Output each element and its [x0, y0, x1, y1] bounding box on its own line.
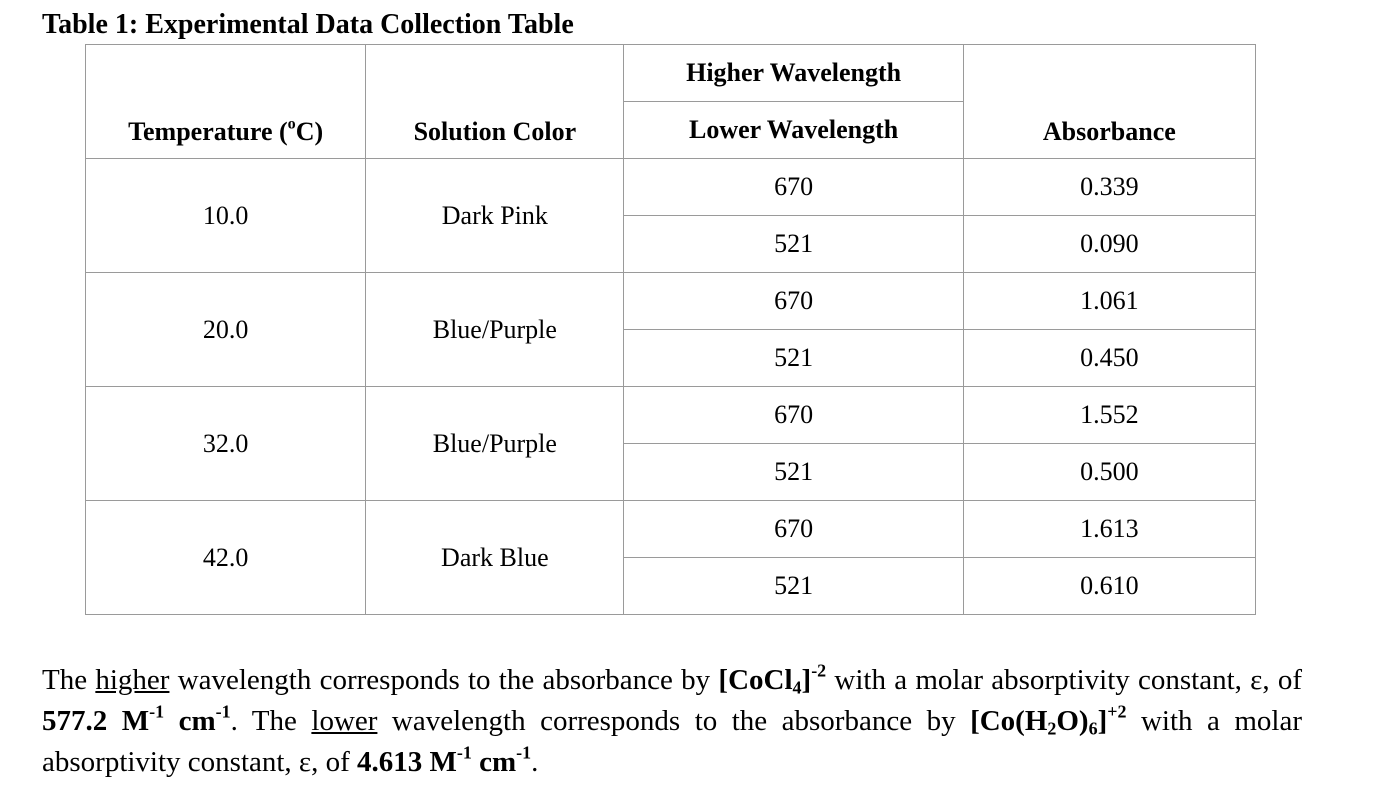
- cell-absorbance-low: 0.090: [963, 216, 1255, 273]
- epsilon-value-1: 577.2 $M^{-1}$ $cm^{-1}$: [42, 701, 231, 737]
- header-higher-wavelength: Higher Wavelength: [624, 45, 963, 102]
- table-title: Table 1: Experimental Data Collection Table: [42, 9, 574, 40]
- cell-solution-color: Blue/Purple: [366, 387, 624, 501]
- higher-word: higher: [95, 664, 170, 696]
- cell-solution-color: Dark Pink: [366, 159, 624, 273]
- lower-word: lower: [311, 705, 378, 737]
- header-solution-color: Solution Color: [366, 45, 624, 159]
- explanation-paragraph: The higher wavelength corresponds to the absorbance by [CoCl$_4$]$^{-2}$ with a molar absorptivity constant, ε, of 577.2 $M^{-1}$ $cm^{-1}$. The lower wavelength corresponds to the absorbance by $[Co(H_2O)_6]^{+2}$ with a molar absorptivity constant, ε, of 4.613 $M^{-1}$ $cm^{-1}$.: [42, 660, 1303, 778]
- cell-temperature: 20.0: [86, 273, 366, 387]
- cell-temperature: 10.0: [86, 159, 366, 273]
- epsilon-value-2: 4.613 $M^{-1}$ $cm^{-1}$: [357, 742, 532, 778]
- cell-absorbance-high: 1.613: [963, 501, 1255, 558]
- cell-wavelength-high: 670: [624, 501, 963, 558]
- cell-absorbance-low: 0.450: [963, 330, 1255, 387]
- cell-wavelength-high: 670: [624, 387, 963, 444]
- cell-wavelength-high: 670: [624, 273, 963, 330]
- table-row: [86, 501, 1256, 558]
- cell-solution-color: Dark Blue: [366, 501, 624, 615]
- cell-wavelength-low: 521: [624, 558, 963, 615]
- data-table: [85, 44, 1256, 615]
- header-lower-wavelength: Lower Wavelength: [624, 102, 963, 159]
- table-row: [86, 387, 1256, 444]
- cell-absorbance-low: 0.500: [963, 444, 1255, 501]
- cell-temperature: 42.0: [86, 501, 366, 615]
- cell-absorbance-high: 1.061: [963, 273, 1255, 330]
- cell-solution-color: Blue/Purple: [366, 273, 624, 387]
- header-row-1: [86, 45, 1256, 102]
- complex-cocl4: [CoCl$_4$]$^{-2}$: [718, 660, 827, 698]
- cell-absorbance-high: 0.339: [963, 159, 1255, 216]
- cell-wavelength-low: 521: [624, 444, 963, 501]
- cell-temperature: 32.0: [86, 387, 366, 501]
- table-body: [86, 159, 1256, 615]
- cell-absorbance-high: 1.552: [963, 387, 1255, 444]
- cell-absorbance-low: 0.610: [963, 558, 1255, 615]
- header-absorbance: Absorbance: [963, 45, 1255, 159]
- cell-wavelength-low: 521: [624, 216, 963, 273]
- cell-wavelength-high: 670: [624, 159, 963, 216]
- table-row: [86, 159, 1256, 216]
- cell-wavelength-low: 521: [624, 330, 963, 387]
- table-row: [86, 273, 1256, 330]
- complex-cohydrate: $[Co(H_2O)_6]^{+2}$: [970, 701, 1127, 739]
- header-temperature: Temperature ($^o$C): [86, 45, 366, 159]
